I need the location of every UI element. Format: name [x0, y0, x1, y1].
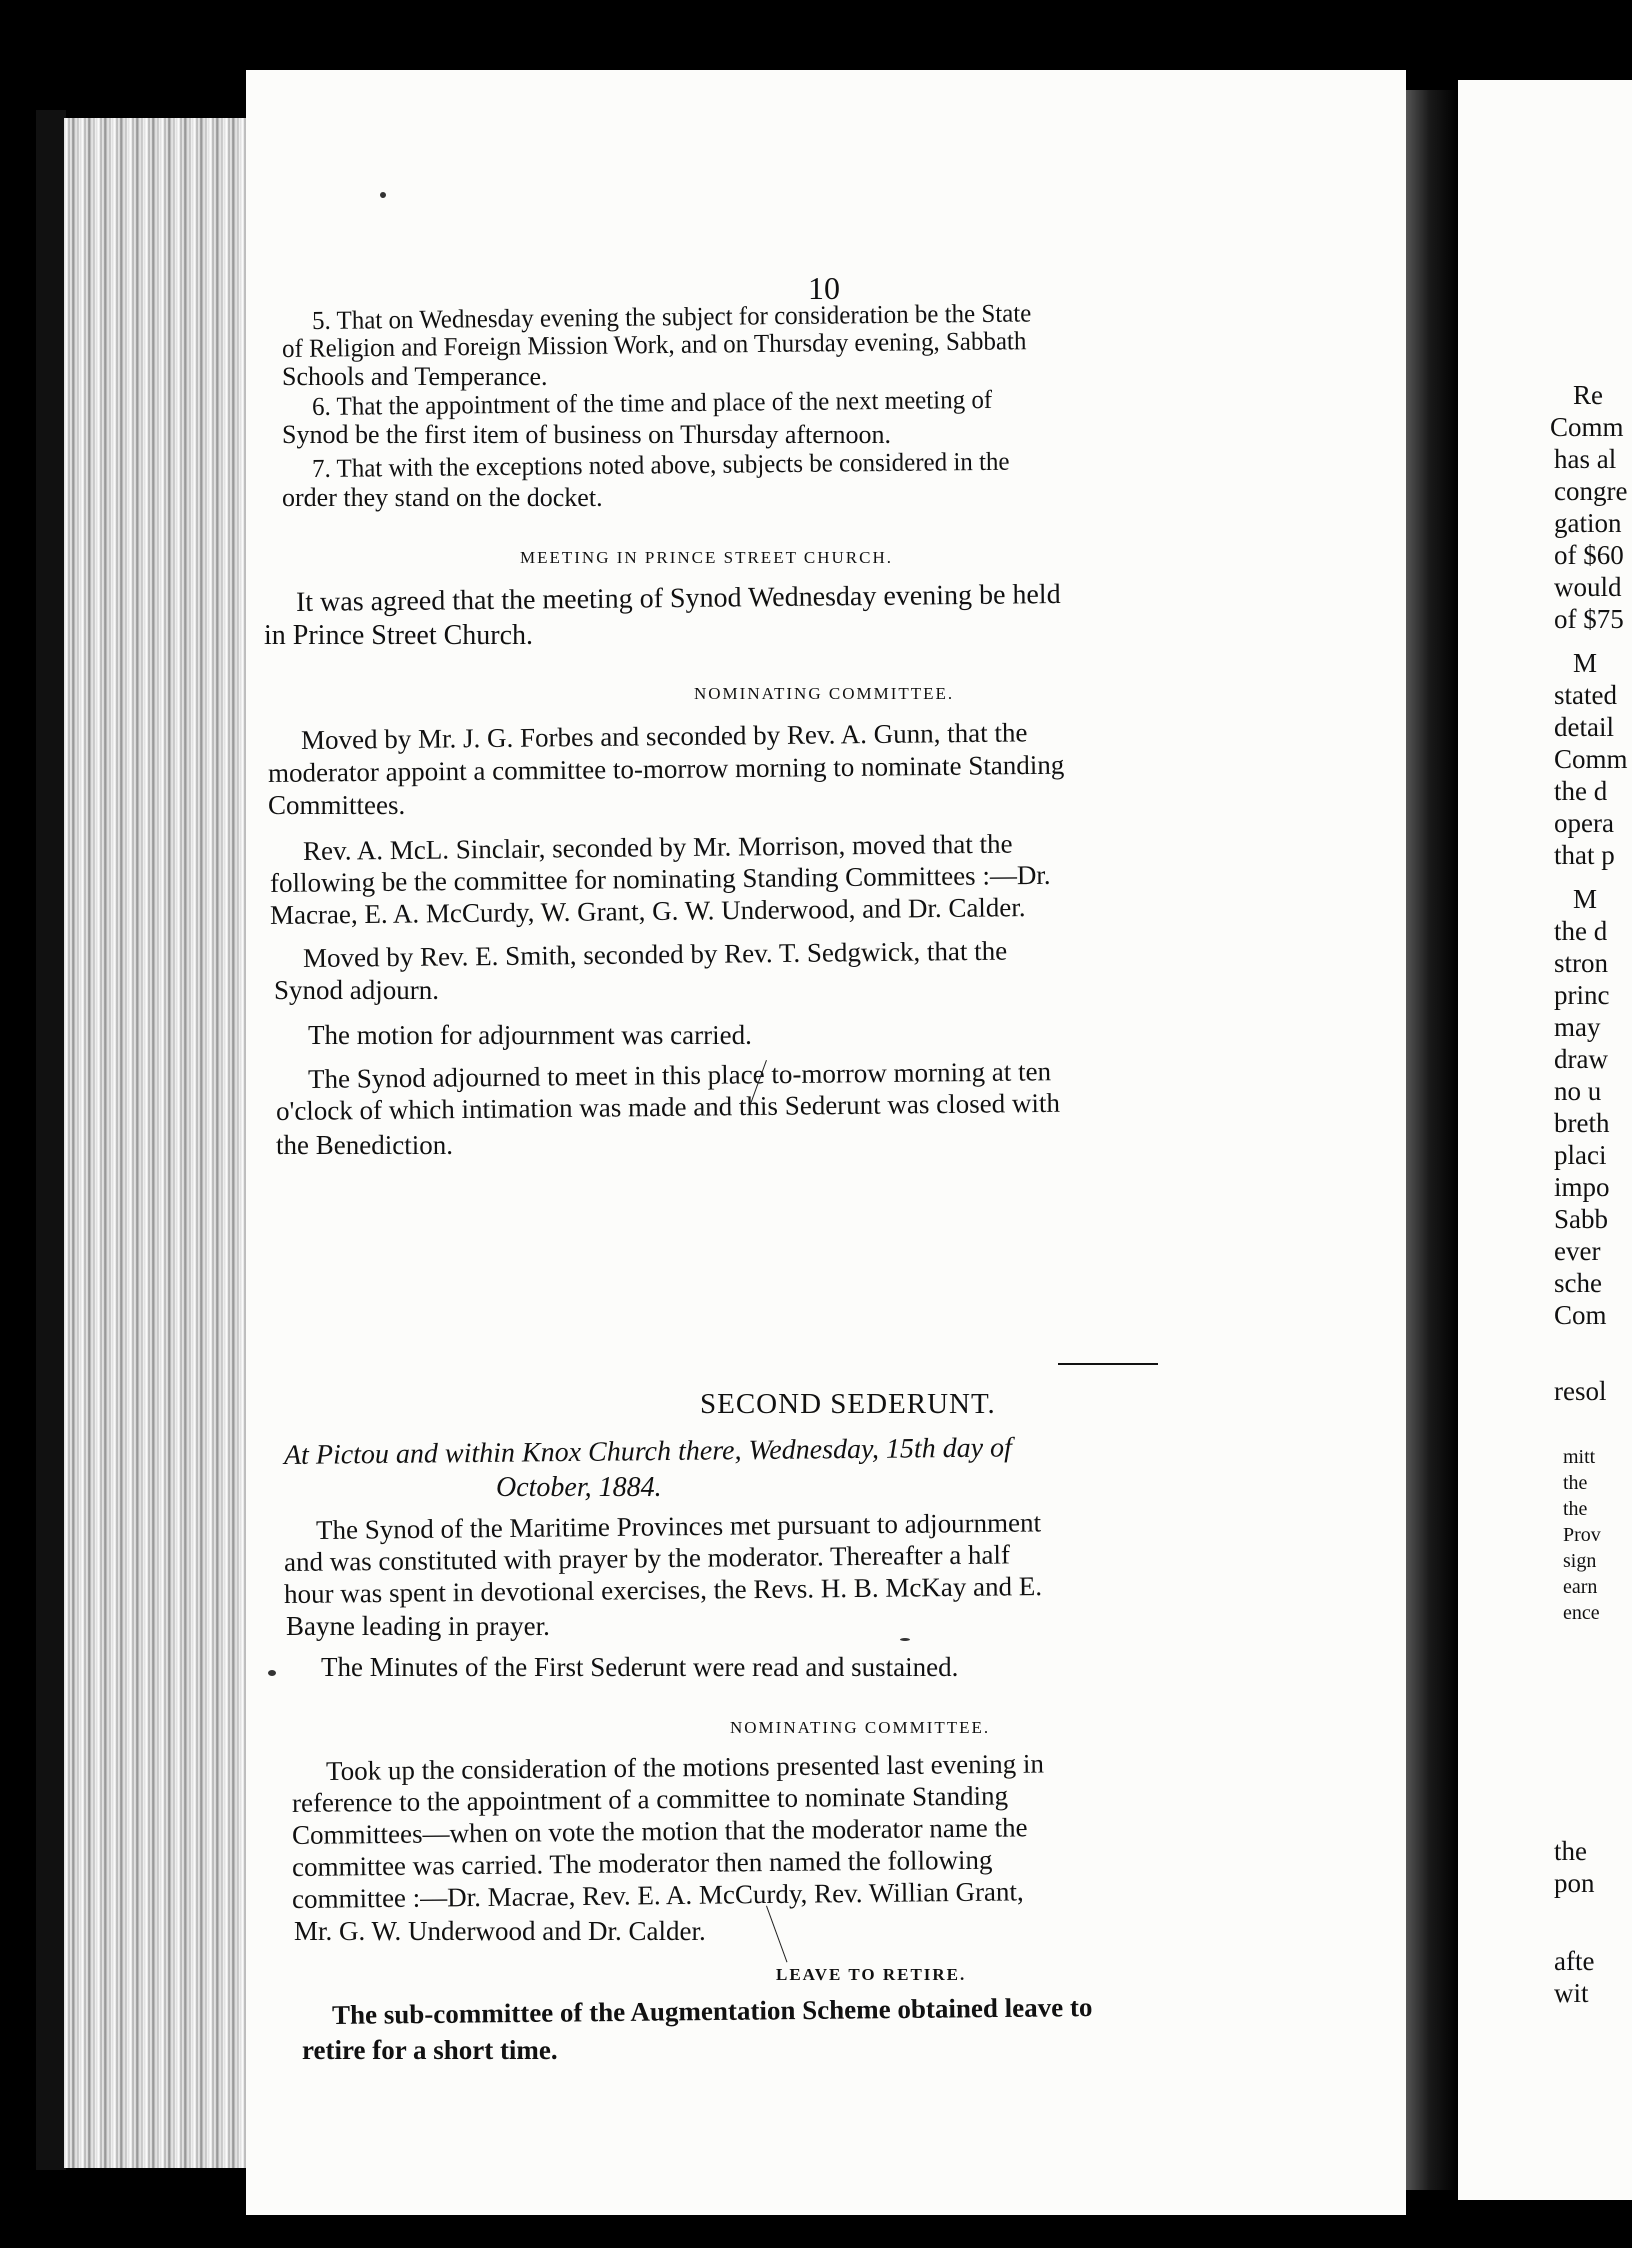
adjacent-page-text: of $60: [1554, 540, 1624, 570]
adjacent-page-text: stron: [1554, 948, 1608, 978]
text-line: The Synod adjourned to meet in this place to-morrow morning at ten: [307, 1056, 1052, 1094]
text-line: Schools and Temperance.: [282, 362, 548, 391]
section-heading: NOMINATING COMMITTEE.: [694, 684, 955, 703]
adjacent-page-text: the: [1563, 1498, 1588, 1520]
adjacent-page-text: has al: [1554, 444, 1617, 474]
text-line: committee :—Dr. Macrae, Rev. E. A. McCurdy, Rev. Willian Grant,: [291, 1876, 1024, 1914]
adjacent-page-text: M: [1573, 648, 1598, 678]
adjacent-page-text: ever: [1554, 1236, 1601, 1266]
text-line: Synod adjourn.: [274, 975, 439, 1005]
italic-line: October, 1884.: [496, 1472, 662, 1503]
adjacent-page-text: Prov: [1563, 1524, 1601, 1546]
text-line: 5. That on Wednesday evening the subject for consideration be the State: [311, 298, 1032, 335]
adjacent-page-text: stated: [1554, 680, 1617, 710]
adjacent-page-text: Re: [1573, 380, 1603, 410]
adjacent-page-text: no u: [1554, 1076, 1602, 1106]
adjacent-page-text: impo: [1554, 1172, 1610, 1202]
text-line: The Minutes of the First Sederunt were read and sustained.: [321, 1652, 959, 1682]
page-number: 10: [808, 270, 840, 306]
adjacent-page-text: of $75: [1554, 604, 1624, 634]
text-line: Mr. G. W. Underwood and Dr. Calder.: [294, 1916, 706, 1946]
adjacent-page-text: may: [1554, 1012, 1601, 1042]
text-line: moderator appoint a committee to-morrow morning to nominate Standing: [267, 749, 1065, 788]
text-line: o'clock of which intimation was made and this Sederunt was closed with: [275, 1087, 1061, 1126]
page-edges: [64, 118, 246, 2168]
adjacent-page-text: the: [1563, 1472, 1588, 1494]
text-line: Moved by Rev. E. Smith, seconded by Rev. T. Sedgwick, that the: [302, 935, 1008, 973]
adjacent-page-text: opera: [1554, 808, 1614, 838]
section-heading: MEETING IN PRINCE STREET CHURCH.: [520, 548, 893, 567]
adjacent-page-text: wit: [1554, 1978, 1589, 2008]
adjacent-page-text: Sabb: [1554, 1204, 1608, 1234]
book-binding: [36, 110, 66, 2170]
adjacent-page-text: the: [1554, 1836, 1587, 1866]
text-line: and was constituted with prayer by the moderator. Thereafter a half: [283, 1539, 1011, 1577]
text-line: Committees—when on vote the motion that the moderator name the: [291, 1812, 1028, 1850]
text-line: It was agreed that the meeting of Synod Wednesday evening be held: [295, 578, 1061, 618]
text-line: Took up the consideration of the motions presented last evening in: [325, 1748, 1045, 1786]
adjacent-page-text: draw: [1554, 1044, 1608, 1074]
adjacent-page-text: congre: [1554, 476, 1628, 506]
scanned-page: [246, 70, 1406, 2215]
text-line: Rev. A. McL. Sinclair, seconded by Mr. Morrison, moved that the: [302, 828, 1013, 866]
adjacent-page-text: sign: [1563, 1550, 1597, 1572]
adjacent-page-text: resol: [1554, 1376, 1607, 1406]
text-line: The motion for adjournment was carried.: [308, 1020, 752, 1050]
text-line: order they stand on the docket.: [282, 483, 603, 512]
section-divider: [1058, 1363, 1158, 1365]
text-line: retire for a short time.: [302, 2035, 558, 2065]
adjacent-page-text: would: [1554, 572, 1622, 602]
text-line: The sub-committee of the Augmentation Scheme obtained leave to: [331, 1992, 1093, 2030]
text-line: Synod be the first item of business on Thursday afternoon.: [282, 420, 891, 449]
adjacent-page-text: detail: [1554, 712, 1614, 742]
adjacent-page-text: earn: [1563, 1576, 1598, 1598]
adjacent-page-text: that p: [1554, 840, 1615, 870]
adjacent-page-text: M: [1573, 884, 1598, 914]
text-line: of Religion and Foreign Mission Work, and on Thursday evening, Sabbath: [281, 326, 1027, 363]
adjacent-page-text: princ: [1554, 980, 1610, 1010]
italic-line: At Pictou and within Knox Church there, Wednesday, 15th day of: [283, 1432, 1013, 1471]
scan-speck: [268, 1670, 276, 1676]
section-heading: NOMINATING COMMITTEE.: [730, 1718, 991, 1737]
text-line: hour was spent in devotional exercises, the Revs. H. B. McKay and E.: [283, 1571, 1043, 1609]
text-line: 7. That with the exceptions noted above, subjects be considered in the: [311, 446, 1010, 483]
sederunt-title: SECOND SEDERUNT.: [700, 1388, 996, 1420]
adjacent-page-text: placi: [1554, 1140, 1607, 1170]
text-line: the Benediction.: [276, 1130, 453, 1160]
book-gutter: [1406, 90, 1458, 2190]
text-line: Moved by Mr. J. G. Forbes and seconded by Rev. A. Gunn, that the: [300, 717, 1028, 755]
scan-speck: [900, 1638, 910, 1641]
text-line: Committees.: [268, 790, 406, 820]
scan-speck: [380, 192, 386, 198]
text-line: The Synod of the Maritime Provinces met pursuant to adjournment: [315, 1507, 1042, 1545]
adjacent-page-text: afte: [1554, 1946, 1595, 1976]
adjacent-page-text: gation: [1554, 508, 1622, 538]
adjacent-page-text: the d: [1554, 916, 1608, 946]
pen-mark: [766, 1906, 787, 1963]
adjacent-page-text: pon: [1554, 1868, 1595, 1898]
adjacent-page-text: sche: [1554, 1268, 1602, 1298]
adjacent-page-text: mitt: [1563, 1446, 1596, 1468]
adjacent-page: [1458, 80, 1632, 2200]
adjacent-page-text: the d: [1554, 776, 1608, 806]
adjacent-page-text: Comm: [1554, 744, 1628, 774]
text-line: following be the committee for nominating Standing Committees :—Dr.: [269, 859, 1051, 898]
text-line: committee was carried. The moderator then named the following: [291, 1844, 993, 1882]
section-heading: LEAVE TO RETIRE.: [776, 1965, 967, 1984]
text-line: 6. That the appointment of the time and place of the next meeting of: [311, 384, 993, 421]
adjacent-page-text: Com: [1554, 1300, 1607, 1330]
text-line: Bayne leading in prayer.: [286, 1611, 550, 1641]
adjacent-page-text: Comm: [1550, 412, 1624, 442]
adjacent-page-text: ence: [1563, 1602, 1600, 1624]
adjacent-page-text: breth: [1554, 1108, 1610, 1138]
text-line: in Prince Street Church.: [264, 620, 534, 651]
text-line: reference to the appointment of a committee to nominate Standing: [291, 1780, 1009, 1818]
text-line: Macrae, E. A. McCurdy, W. Grant, G. W. Underwood, and Dr. Calder.: [269, 892, 1026, 930]
